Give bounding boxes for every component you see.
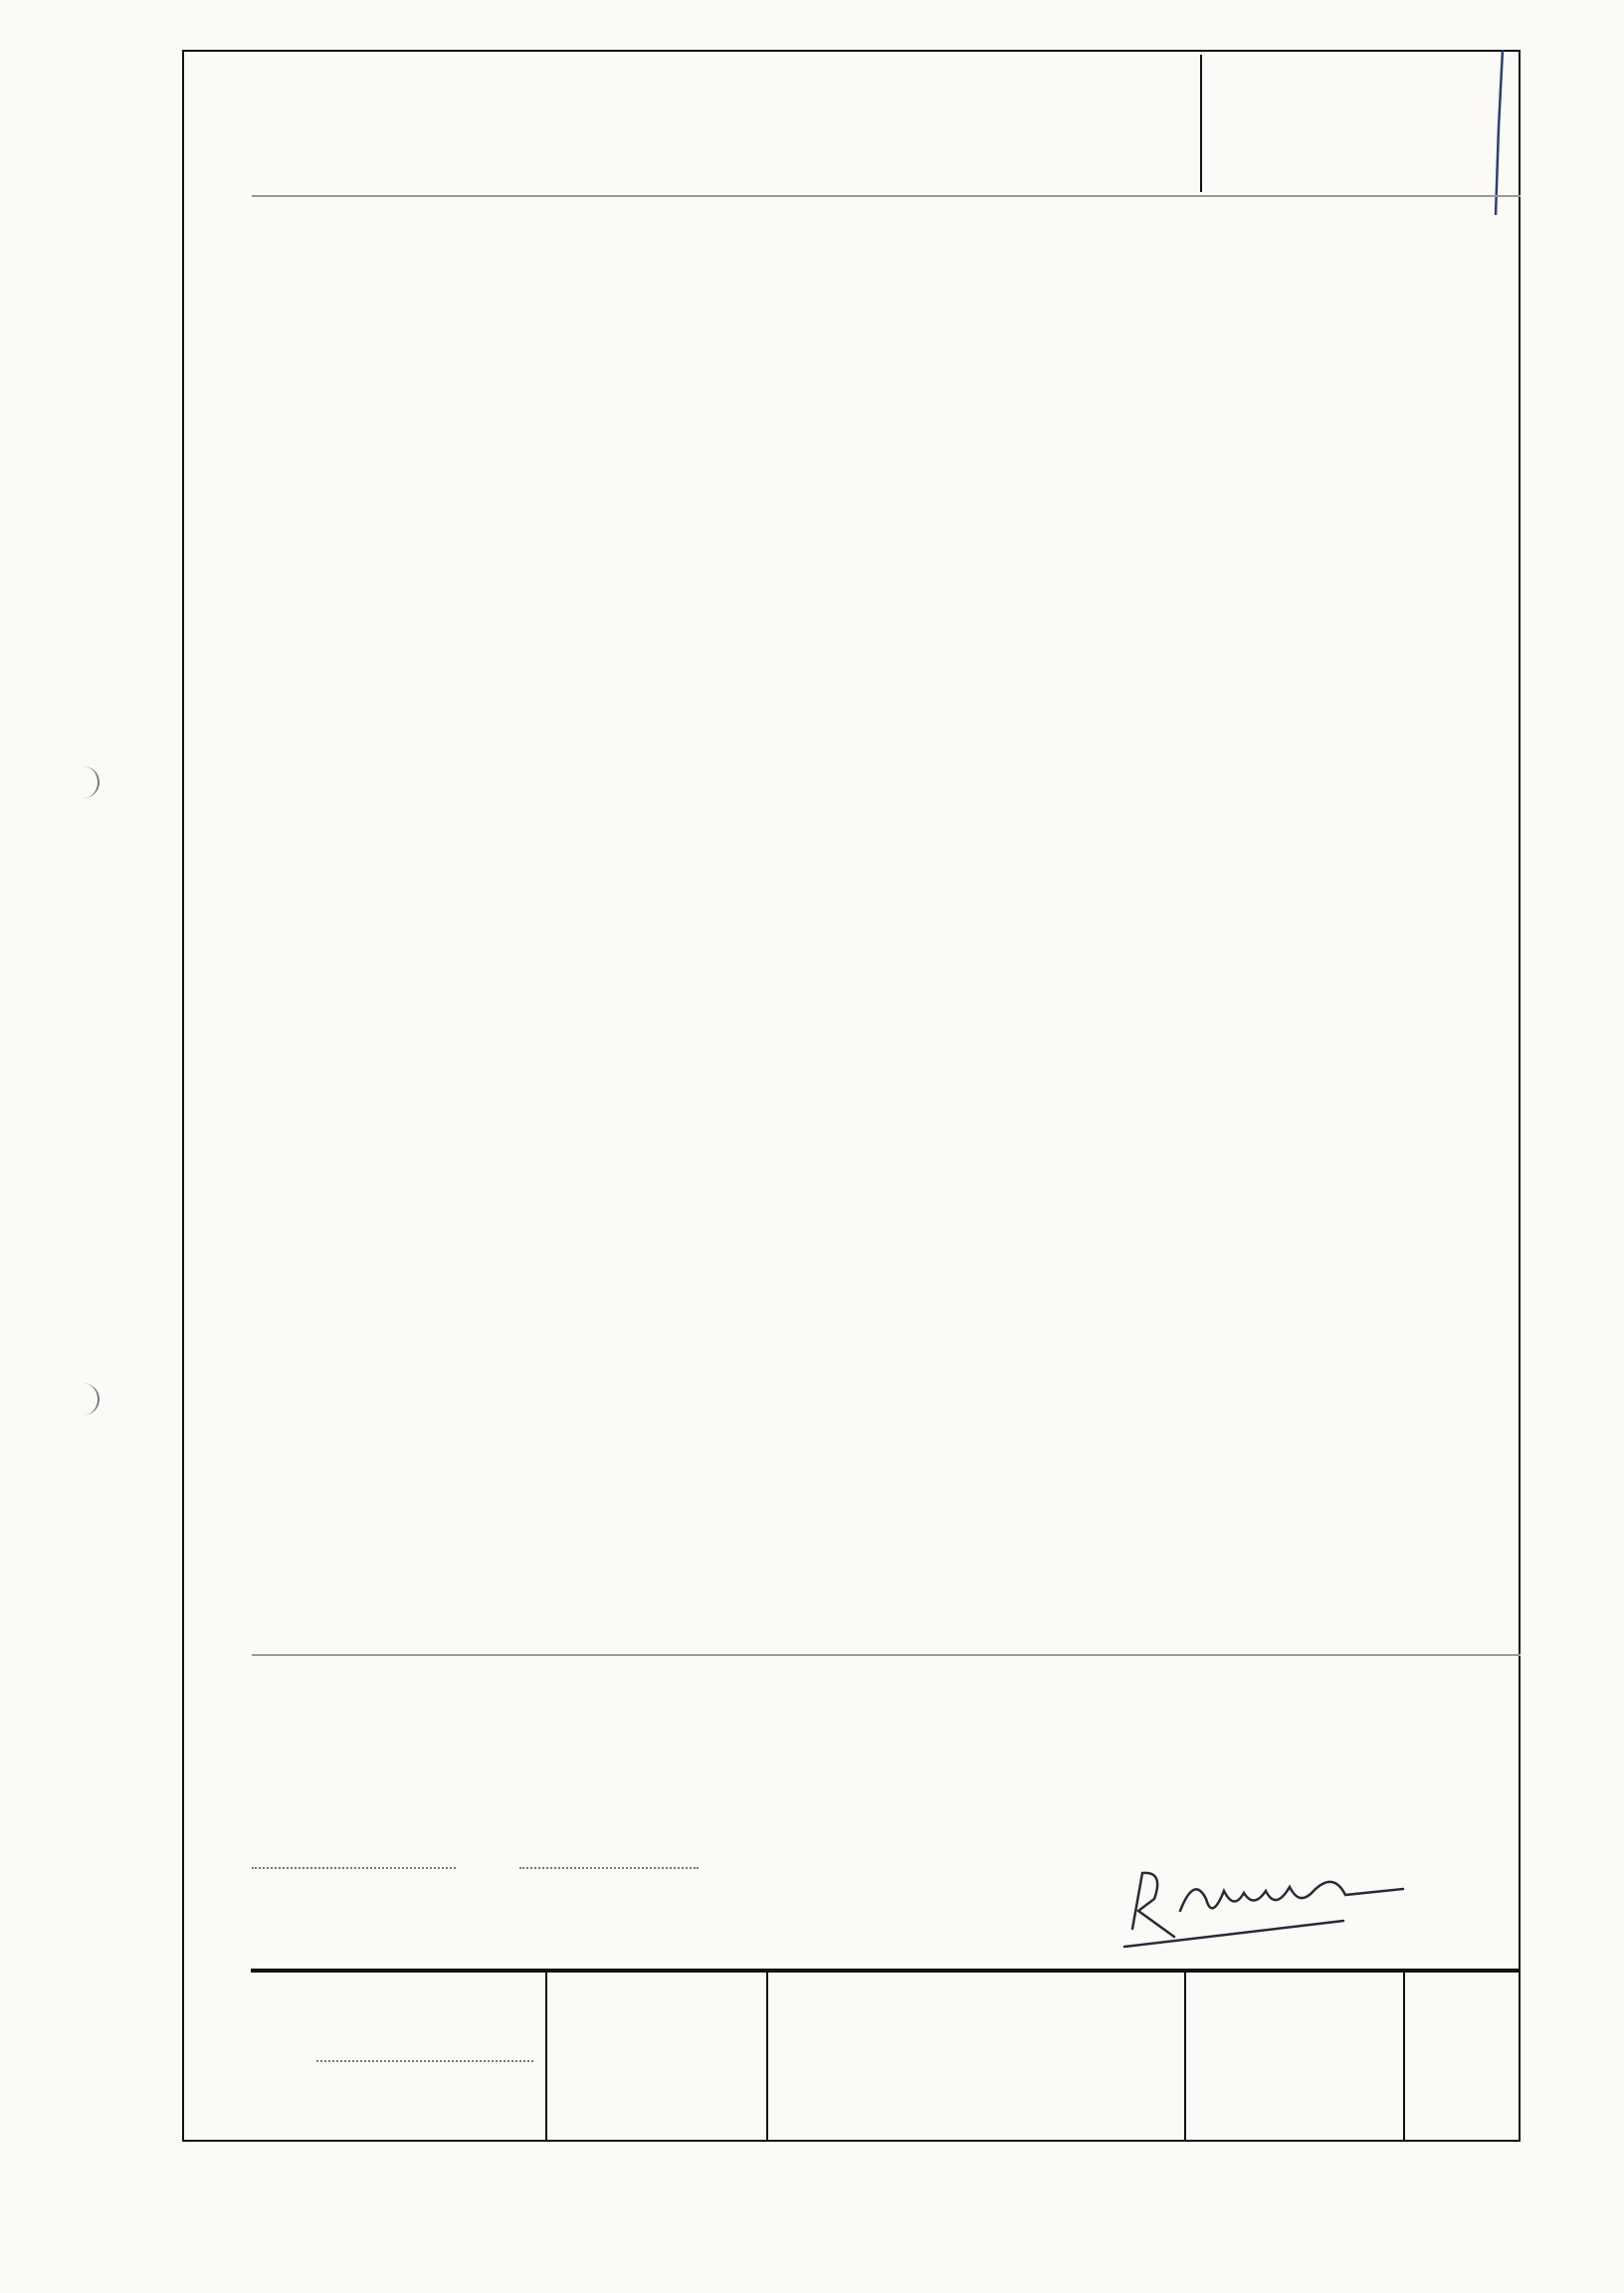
footer-divider-3 <box>1184 1971 1186 2140</box>
footer-top-line <box>251 1969 1521 1973</box>
punch-hole-bottom <box>80 1383 100 1415</box>
footer-divider-1 <box>545 1971 547 2140</box>
date-line <box>519 1867 699 1869</box>
header-separator <box>252 195 1521 197</box>
form-frame <box>182 50 1521 2142</box>
header-divider <box>1200 55 1202 192</box>
place-line <box>252 1867 456 1869</box>
footer-divider-4 <box>1403 1971 1405 2140</box>
pen-stroke-mark <box>1493 48 1505 217</box>
bottom-separator <box>252 1654 1521 1656</box>
footer-nr-line <box>316 2060 533 2062</box>
signature-image <box>1095 1851 1453 1961</box>
punch-hole-top <box>80 766 100 798</box>
footer-divider-2 <box>766 1971 768 2140</box>
